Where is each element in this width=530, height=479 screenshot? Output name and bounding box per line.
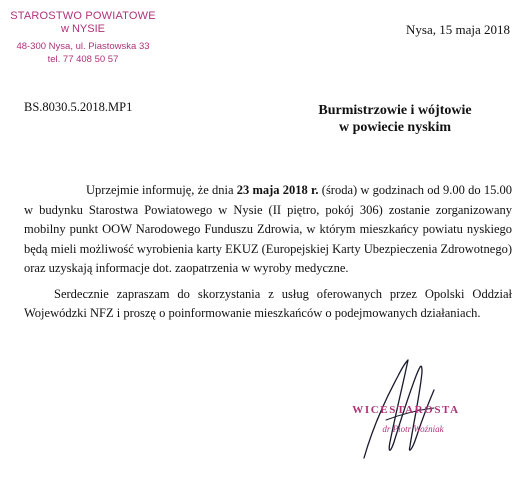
addressee-line-1: Burmistrzowie i wójtowie bbox=[318, 103, 472, 118]
stamp-phone: tel. 77 408 50 57 bbox=[47, 54, 119, 65]
stamp-office-name: STAROSTWO POWIATOWE bbox=[10, 10, 156, 22]
office-stamp bbox=[8, 10, 158, 66]
signatory-title: WICESTAROSTA bbox=[352, 404, 460, 416]
signature-stamp bbox=[326, 404, 486, 434]
stamp-office-city: w NYSIE bbox=[60, 23, 105, 35]
place-and-date: Nysa, 15 maja 2018 bbox=[406, 22, 510, 37]
addressee-block bbox=[280, 102, 510, 136]
letter-body bbox=[24, 181, 512, 324]
body-p1-intro: Uprzejmie informuję, że dnia bbox=[86, 183, 237, 197]
body-p1-details: (środa) w godzinach od 9.00 do 15.00 w budynku Starostwa Powiatowego w Nysie (II piętro, pokój 306) zostanie zorganizowany mobilny punkt OOW Narodowego Funduszu Zdrowia, w którym mieszkańcy powiatu nyskiego będą mieli możliwość wyrobienia karty EKUZ (Europejskiej Karty Ubezpieczenia Zdrowotnego) oraz uzyskają informacje dot. zaopatrzenia w wyroby medyczne. bbox=[24, 183, 512, 275]
body-paragraph-2: Serdecznie zapraszam do skorzystania z usług oferowanych przez Opolski Oddział Wojewódzki NFZ i proszę o poinformowanie mieszkańców o podejmowanych działaniach. bbox=[24, 286, 512, 320]
body-paragraph-1 bbox=[24, 181, 512, 279]
addressee-line-2: w powiecie nyskim bbox=[339, 120, 451, 135]
signatory-name: dr Piotr Woźniak bbox=[382, 424, 444, 434]
reference-number: BS.8030.5.2018.MP1 bbox=[24, 100, 133, 114]
event-date: 23 maja 2018 r. bbox=[236, 183, 319, 197]
stamp-address: 48-300 Nysa, ul. Piastowska 33 bbox=[16, 41, 150, 52]
